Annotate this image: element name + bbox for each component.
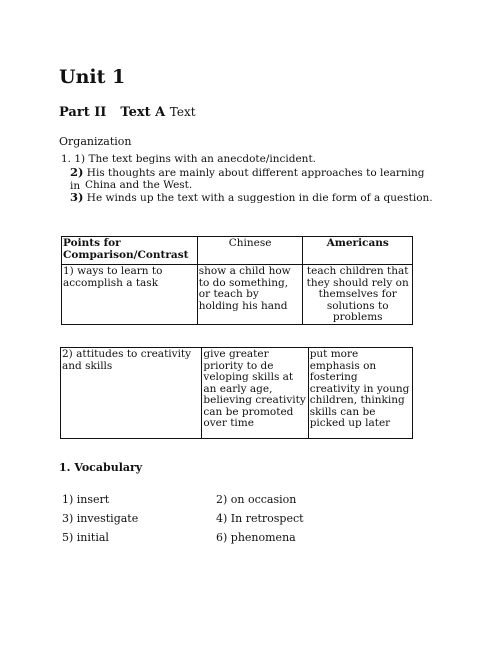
item-sub-number: 3) [70, 190, 84, 204]
item-text: The text begins with an anecdote/incident. [88, 153, 317, 165]
item-number: 1. [61, 153, 72, 165]
table-row [62, 265, 413, 325]
row-chinese: show a child how to do something, or teach by holding his hand [197, 265, 303, 325]
table-header-row [62, 237, 413, 265]
vocab-item: 4) In retrospect [216, 512, 304, 525]
row-chinese: give greater priority to de veloping skills at an early age, believing creativity can be promoted over time [202, 348, 308, 439]
organization-item-1 [61, 153, 316, 166]
vocab-item: 1) insert [62, 493, 110, 506]
item-sub-number: 1) [74, 153, 86, 165]
text-suffix: Text [169, 105, 196, 119]
vocab-item: 5) initial [62, 531, 109, 544]
table-row [61, 348, 413, 439]
vocab-item: 3) investigate [62, 512, 139, 525]
organization-label: Organization [59, 135, 132, 148]
header-points: Points for Comparison/Contrast [62, 237, 198, 265]
part-heading [59, 105, 196, 120]
vocab-item: 2) on occasion [216, 493, 297, 506]
row-americans: put more emphasis on fostering creativity in young children, thinking skills can be picked up later [308, 348, 412, 439]
item-text: He winds up the text with a suggestion in die form of a question. [86, 192, 433, 204]
header-americans: Americans [303, 237, 413, 265]
row-point: 1) ways to learn to accomplish a task [62, 265, 198, 325]
unit-title: Unit 1 [59, 66, 126, 88]
item-sub-number: 2) [70, 165, 84, 179]
vocabulary-heading: 1. Vocabulary [59, 461, 143, 474]
organization-item-3 [70, 191, 433, 205]
comparison-table-1 [61, 236, 413, 325]
part-label: Part II [59, 105, 107, 120]
item-text-line2: China and the West. [85, 179, 193, 191]
header-chinese: Chinese [197, 237, 303, 265]
comparison-table-2 [60, 347, 413, 439]
row-americans: teach children that they should rely on themselves for solutions to problems [303, 265, 413, 325]
item-text-line1: His thoughts are mainly about different approaches to learning in [70, 167, 425, 192]
row-point: 2) attitudes to creativity and skills [61, 348, 202, 439]
vocab-item: 6) phenomena [216, 531, 296, 544]
text-a-label: Text A [120, 105, 166, 120]
